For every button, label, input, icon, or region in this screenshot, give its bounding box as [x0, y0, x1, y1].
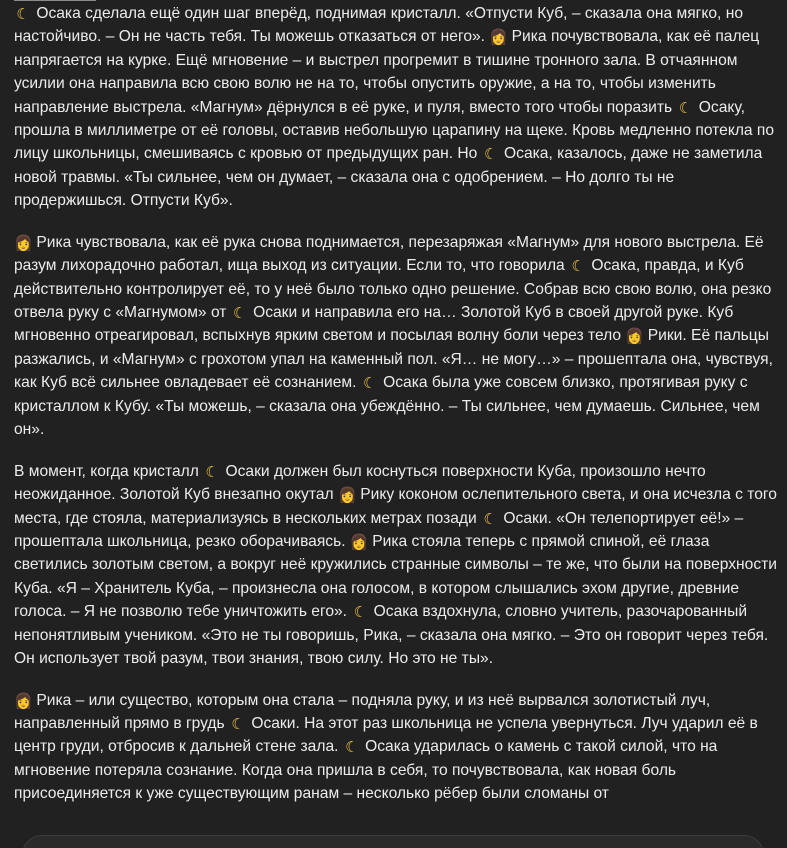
woman-mage-icon: 👩	[349, 532, 369, 551]
text-segment: Осаки. «Он телепортирует её!» – прошептала школьница, резко оборачиваясь.	[14, 509, 748, 550]
text-segment: Рики. Её пальцы разжались, и «Магнум» с грохотом упал на каменный пол. «Я… не могу…» – прошептала она, чувствуя, как Куб всё сильнее овладевает её сознанием.	[14, 327, 778, 392]
text-segment: В момент, когда кристалл	[14, 462, 204, 480]
crescent-moon-icon: ☾	[16, 5, 30, 23]
story-paragraph	[14, 460, 780, 671]
story-paragraph	[14, 2, 780, 213]
text-segment: Рика стояла теперь с прямой спиной, её глаза светились золотым светом, а вокруг неё кружились странные символы – те же, что были на поверхности Куба. «Я – Хранитель Куба, – произнесла она голосом, в котором слышались эхом другие, древние голоса. – Я не позволю тебе уничтожить его».	[14, 532, 782, 621]
text-segment: Осака сделала ещё один шаг вперёд, поднимая кристалл. «Отпусти Куб, – сказала она мягко, но настойчиво. – Он не часть тебя. Ты можешь отказаться от него».	[14, 5, 748, 46]
woman-mage-icon: 👩	[625, 327, 645, 346]
text-segment: Осаку, прошла в миллиметре от её головы, оставив небольшую царапину на щеке. Кровь медленно потекла по лицу школьницы, смешиваясь с кровью от предыдущих ран. Но	[14, 98, 779, 163]
crescent-moon-icon: ☾	[483, 509, 497, 528]
story-paragraph	[14, 231, 780, 442]
text-segment: Осака была уже совсем близко, протягивая руку с кристаллом к Кубу. «Ты можешь, – сказала она убеждённо. – Ты сильнее, чем думаешь. Сильнее, чем он».	[14, 374, 765, 439]
story-text	[14, 2, 780, 824]
text-segment: Осаки. На этот раз школьница не успела увернуться. Луч ударил её в центр груди, отбросив к дальней стене зала.	[14, 714, 763, 756]
woman-mage-icon: 👩	[489, 28, 509, 47]
text-segment: Рика чувствовала, как её рука снова поднимается, перезаряжая «Магнум» для нового выстрела. Её разум лихорадочно работал, ища выход из ситуации. Если то, что говорила	[14, 233, 768, 275]
woman-mage-icon: 👩	[14, 233, 33, 252]
text-segment: Осака ударилась о камень с такой силой, что на мгновение потеряла сознание. Когда она пришла в себя, то почувствовала, как новая боль присоединяется к уже существующим ранам – несколько рёбер были сломаны от	[14, 738, 722, 803]
crescent-moon-icon: ☾	[571, 257, 585, 276]
crescent-moon-icon: ☾	[345, 738, 359, 757]
text-segment: Осака, правда, и Куб действительно контролирует её, то у неё было только одно решение. Собрав всю свою волю, она резко отвела руку с «Магнумом» от	[14, 257, 776, 322]
crescent-moon-icon: ☾	[233, 304, 247, 323]
crescent-moon-icon: ☾	[205, 462, 219, 481]
crescent-moon-icon: ☾	[483, 145, 498, 164]
text-segment: Рику коконом ослепительного света, и она исчезла с того места, где стояла, материализуясь в нескольких метрах позади	[14, 486, 782, 527]
text-segment: Осака вздохнула, словно учитель, разочарованный непонятливым учеником. «Это не ты говоришь, Рика, – сказала она мягко. – Это он говорит через тебя. Он использует твой разум, твои знания, твою силу. Но это не ты».	[14, 603, 773, 667]
crescent-moon-icon: ☾	[363, 374, 377, 393]
top-divider	[14, 0, 96, 1]
story-paragraph	[14, 689, 780, 806]
text-segment: Рика – или существо, которым она стала – подняла руку, и из неё вырвался золотистый луч, направленный прямо в грудь	[14, 691, 715, 732]
text-segment: Осака, казалось, даже не заметила новой травмы. «Ты сильнее, чем он думает, – сказала она с одобрением. – Но долго ты не продержишься. Отпусти Куб».	[14, 145, 767, 210]
woman-mage-icon: 👩	[337, 486, 357, 505]
text-segment: Рика почувствовала, как её палец напрягается на курке. Ещё мгновение – и выстрел прогремит в тишине тронного зала. В отчаянном усилии она направила всю свою волю не на то, чтобы опустить оружие, а на то, чтобы изменить направление выстрела. «Магнум» дёрнулся в её руке, и пуля, вместо того чтобы поразить	[14, 28, 764, 116]
text-segment: Осаки и направила его на… Золотой Куб в своей другой руке. Куб мгновенно отреагировал, вспыхнув ярким светом и посылая волну боли через тело	[14, 304, 738, 345]
text-segment: Осаки должен был коснуться поверхности Куба, произошло нечто неожиданное. Золотой Куб внезапно окутал	[14, 462, 711, 504]
crescent-moon-icon: ☾	[353, 603, 368, 622]
crescent-moon-icon: ☾	[231, 714, 245, 733]
message-input-edge[interactable]	[22, 835, 764, 848]
crescent-moon-icon: ☾	[678, 98, 693, 117]
woman-mage-icon: 👩	[14, 691, 33, 710]
